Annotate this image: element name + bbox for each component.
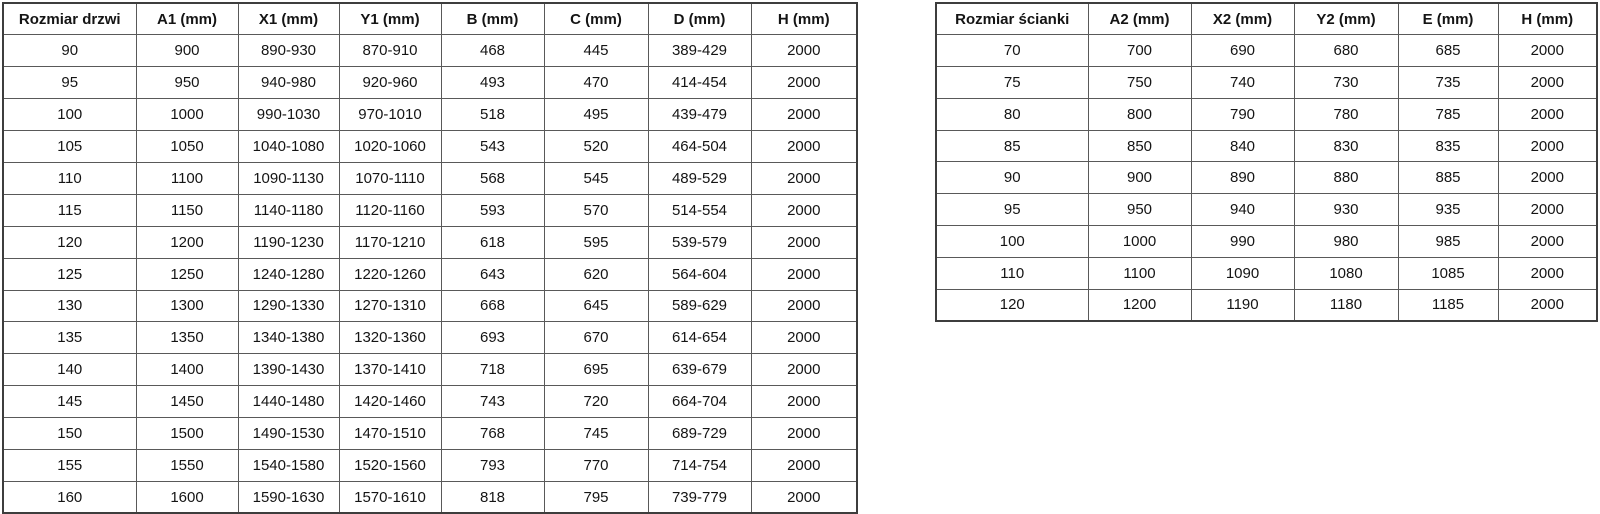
table-cell: 1240-1280 [238,258,339,290]
header-row [3,3,857,35]
table-cell: 1350 [136,322,238,354]
table-cell: 518 [441,99,544,131]
table-row [3,226,857,258]
table-cell: 115 [3,194,136,226]
column-header: A2 (mm) [1088,3,1191,35]
table-cell: 1370-1410 [339,354,441,386]
column-header: Y1 (mm) [339,3,441,35]
table-cell: 1500 [136,418,238,450]
table-cell: 1080 [1294,257,1398,289]
table-row [936,130,1597,162]
table-cell: 740 [1191,67,1294,99]
table-cell: 589-629 [648,290,751,322]
table-cell: 464-504 [648,131,751,163]
table-cell: 1000 [1088,226,1191,258]
table-cell: 885 [1398,162,1498,194]
table-cell: 780 [1294,98,1398,130]
table-cell: 835 [1398,130,1498,162]
table-cell: 2000 [751,67,857,99]
table-cell: 160 [3,481,136,513]
table-cell: 1040-1080 [238,131,339,163]
table-cell: 1100 [1088,257,1191,289]
wall-size-table [935,2,1598,322]
table-cell: 900 [1088,162,1191,194]
table-cell: 105 [3,131,136,163]
table-cell: 2000 [1498,289,1597,321]
table-cell: 1400 [136,354,238,386]
table-cell: 1140-1180 [238,194,339,226]
table-cell: 2000 [751,162,857,194]
table-cell: 870-910 [339,35,441,67]
table-cell: 900 [136,35,238,67]
table-row [3,99,857,131]
table-cell: 690 [1191,35,1294,67]
table-row [3,131,857,163]
table-row [936,98,1597,130]
table-cell: 930 [1294,194,1398,226]
table-cell: 70 [936,35,1088,67]
table-cell: 920-960 [339,67,441,99]
table-row [3,67,857,99]
table-cell: 720 [544,386,648,418]
table-cell: 1470-1510 [339,418,441,450]
table-cell: 800 [1088,98,1191,130]
table-cell: 768 [441,418,544,450]
table-cell: 668 [441,290,544,322]
table-cell: 150 [3,418,136,450]
table-cell: 120 [3,226,136,258]
table-cell: 95 [3,67,136,99]
table-cell: 439-479 [648,99,751,131]
table-cell: 568 [441,162,544,194]
table-cell: 1200 [1088,289,1191,321]
table-cell: 2000 [1498,67,1597,99]
table-cell: 1550 [136,449,238,481]
table-cell: 1190-1230 [238,226,339,258]
table-cell: 735 [1398,67,1498,99]
table-cell: 730 [1294,67,1398,99]
column-header: X2 (mm) [1191,3,1294,35]
table-row [936,67,1597,99]
table-cell: 689-729 [648,418,751,450]
table-cell: 1590-1630 [238,481,339,513]
table-cell: 75 [936,67,1088,99]
table-cell: 2000 [1498,257,1597,289]
table-row [936,35,1597,67]
column-header: X1 (mm) [238,3,339,35]
table-cell: 745 [544,418,648,450]
table-cell: 414-454 [648,67,751,99]
table-cell: 770 [544,449,648,481]
table-cell: 489-529 [648,162,751,194]
table-cell: 1520-1560 [339,449,441,481]
table-cell: 2000 [1498,194,1597,226]
table-row [3,481,857,513]
table-cell: 1600 [136,481,238,513]
table-cell: 2000 [751,449,857,481]
table-cell: 125 [3,258,136,290]
table-cell: 2000 [751,194,857,226]
table-cell: 1490-1530 [238,418,339,450]
table-cell: 970-1010 [339,99,441,131]
table-row [936,289,1597,321]
table-cell: 2000 [1498,226,1597,258]
table-row [936,162,1597,194]
table-cell: 520 [544,131,648,163]
table-cell: 1120-1160 [339,194,441,226]
table-cell: 1570-1610 [339,481,441,513]
table-row [3,258,857,290]
table-cell: 1390-1430 [238,354,339,386]
table-cell: 1220-1260 [339,258,441,290]
table-cell: 695 [544,354,648,386]
table-row [3,386,857,418]
table-cell: 1085 [1398,257,1498,289]
table-cell: 818 [441,481,544,513]
table-cell: 1200 [136,226,238,258]
table-cell: 614-654 [648,322,751,354]
table-cell: 1185 [1398,289,1498,321]
table-cell: 2000 [751,386,857,418]
table-cell: 90 [936,162,1088,194]
table-cell: 545 [544,162,648,194]
column-header: E (mm) [1398,3,1498,35]
table-row [3,35,857,67]
table-cell: 539-579 [648,226,751,258]
table-cell: 120 [936,289,1088,321]
table-cell: 950 [136,67,238,99]
table-cell: 1340-1380 [238,322,339,354]
table-cell: 645 [544,290,648,322]
table-cell: 495 [544,99,648,131]
table-cell: 1190 [1191,289,1294,321]
column-header: Rozmiar drzwi [3,3,136,35]
table-cell: 700 [1088,35,1191,67]
column-header: B (mm) [441,3,544,35]
table-cell: 85 [936,130,1088,162]
table-cell: 100 [936,226,1088,258]
table-cell: 1100 [136,162,238,194]
table-cell: 90 [3,35,136,67]
table-cell: 470 [544,67,648,99]
table-cell: 1090-1130 [238,162,339,194]
table-cell: 100 [3,99,136,131]
header-row [936,3,1597,35]
table-cell: 664-704 [648,386,751,418]
table-cell: 1180 [1294,289,1398,321]
table-cell: 1450 [136,386,238,418]
table-cell: 950 [1088,194,1191,226]
table-cell: 110 [936,257,1088,289]
table-cell: 389-429 [648,35,751,67]
table-row [3,162,857,194]
table-cell: 2000 [751,35,857,67]
table-cell: 618 [441,226,544,258]
table-row [3,290,857,322]
table-cell: 2000 [1498,35,1597,67]
column-header: A1 (mm) [136,3,238,35]
table-cell: 718 [441,354,544,386]
table-cell: 2000 [751,322,857,354]
table-cell: 1050 [136,131,238,163]
column-header: C (mm) [544,3,648,35]
table-cell: 990-1030 [238,99,339,131]
column-header: H (mm) [1498,3,1597,35]
table-cell: 890-930 [238,35,339,67]
table-cell: 145 [3,386,136,418]
table-cell: 1420-1460 [339,386,441,418]
table-row [936,226,1597,258]
table-cell: 1440-1480 [238,386,339,418]
table-cell: 593 [441,194,544,226]
table-row [3,418,857,450]
table-cell: 990 [1191,226,1294,258]
table-cell: 670 [544,322,648,354]
table-cell: 95 [936,194,1088,226]
table-cell: 793 [441,449,544,481]
table-cell: 135 [3,322,136,354]
table-cell: 685 [1398,35,1498,67]
table-cell: 2000 [1498,98,1597,130]
table-cell: 840 [1191,130,1294,162]
table-row [3,194,857,226]
table-cell: 564-604 [648,258,751,290]
table-cell: 620 [544,258,648,290]
table-row [936,194,1597,226]
table-cell: 468 [441,35,544,67]
table-cell: 1000 [136,99,238,131]
table-cell: 2000 [751,258,857,290]
table-cell: 2000 [751,99,857,131]
table-cell: 445 [544,35,648,67]
table-cell: 750 [1088,67,1191,99]
table-cell: 643 [441,258,544,290]
column-header: Rozmiar ścianki [936,3,1088,35]
table-row [936,257,1597,289]
table-cell: 940-980 [238,67,339,99]
table-cell: 890 [1191,162,1294,194]
table-cell: 2000 [751,131,857,163]
table-cell: 1270-1310 [339,290,441,322]
table-cell: 1300 [136,290,238,322]
table-cell: 514-554 [648,194,751,226]
table-cell: 935 [1398,194,1498,226]
table-cell: 739-779 [648,481,751,513]
column-header: D (mm) [648,3,751,35]
table-cell: 140 [3,354,136,386]
table-cell: 940 [1191,194,1294,226]
column-header: H (mm) [751,3,857,35]
table-cell: 1090 [1191,257,1294,289]
door-size-table [2,2,858,514]
table-cell: 543 [441,131,544,163]
table-cell: 1170-1210 [339,226,441,258]
table-cell: 880 [1294,162,1398,194]
table-cell: 2000 [751,290,857,322]
table-cell: 830 [1294,130,1398,162]
column-header: Y2 (mm) [1294,3,1398,35]
table-cell: 155 [3,449,136,481]
table-row [3,322,857,354]
table-cell: 693 [441,322,544,354]
table-cell: 130 [3,290,136,322]
table-cell: 493 [441,67,544,99]
table-cell: 714-754 [648,449,751,481]
table-cell: 985 [1398,226,1498,258]
table-cell: 795 [544,481,648,513]
table-cell: 2000 [751,418,857,450]
table-cell: 80 [936,98,1088,130]
table-cell: 1540-1580 [238,449,339,481]
table-cell: 1020-1060 [339,131,441,163]
table-cell: 743 [441,386,544,418]
table-cell: 110 [3,162,136,194]
table-cell: 570 [544,194,648,226]
table-cell: 785 [1398,98,1498,130]
table-row [3,449,857,481]
table-cell: 639-679 [648,354,751,386]
table-cell: 680 [1294,35,1398,67]
table-cell: 595 [544,226,648,258]
table-cell: 1070-1110 [339,162,441,194]
table-cell: 790 [1191,98,1294,130]
table-row [3,354,857,386]
table-cell: 1320-1360 [339,322,441,354]
table-cell: 1250 [136,258,238,290]
table-cell: 1290-1330 [238,290,339,322]
table-cell: 1150 [136,194,238,226]
table-cell: 2000 [1498,162,1597,194]
table-cell: 980 [1294,226,1398,258]
table-cell: 850 [1088,130,1191,162]
table-cell: 2000 [751,226,857,258]
table-cell: 2000 [1498,130,1597,162]
table-cell: 2000 [751,481,857,513]
table-cell: 2000 [751,354,857,386]
